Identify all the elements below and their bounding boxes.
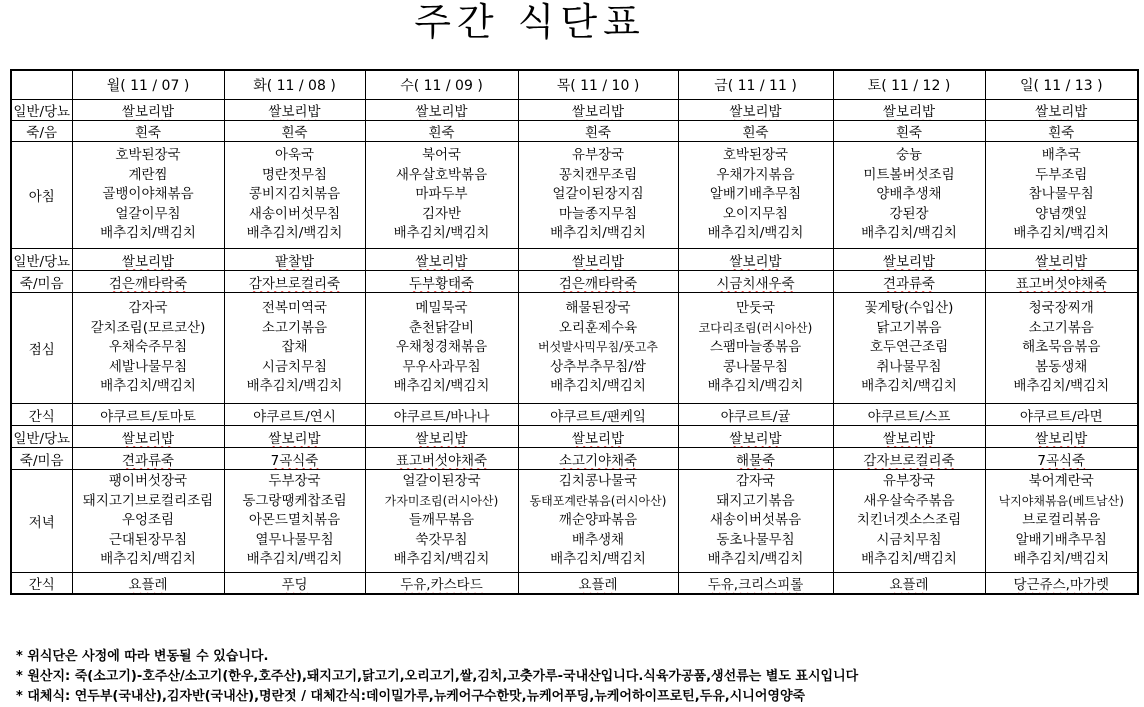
menu-item: 배추김치/백김치 (707, 551, 804, 568)
menu-item: 북어계란국 (1028, 473, 1094, 490)
row-label-porridge: 죽/미음 (11, 271, 72, 293)
menu-item: 오리훈제수육 (558, 319, 638, 336)
menu-cell (985, 271, 1138, 293)
menu-cell (678, 293, 833, 404)
menu-item: 7곡식죽 (1037, 452, 1086, 469)
menu-item: 유부장국 (882, 473, 936, 490)
menu-item: 오이지무침 (722, 205, 789, 222)
menu-item: 시금치무침 (261, 358, 328, 375)
row-label-porridge: 죽/음 (11, 121, 72, 142)
menu-cell (224, 426, 365, 448)
note-line: * 대체식: 연두부(국내산),김자반(국내산),명란젓 / 대체간식:데이밀가루,뉴케어구수한맛,뉴케어푸딩,뉴케어하이프로틴,두유,시니어영양죽 (16, 689, 806, 704)
menu-item: 야쿠르트/스프 (867, 408, 951, 425)
menu-item: 아몬드멸치볶음 (248, 512, 341, 529)
menu-item: 골뱅이야채볶음 (102, 186, 194, 203)
menu-item: 동초나물무침 (716, 531, 795, 548)
row-label-lunch: 점심 (11, 293, 72, 404)
menu-item: 배추김치/백김치 (707, 225, 804, 242)
menu-cell (678, 271, 833, 293)
menu-item: 배추김치/백김치 (393, 378, 490, 395)
day-header: 금( 11 / 11 ) (678, 70, 833, 100)
menu-item: 야쿠르트/라면 (1019, 408, 1103, 425)
menu-item: 검은깨타락죽 (558, 275, 638, 292)
menu-cell (833, 100, 985, 121)
menu-item: 깨순양파볶음 (558, 512, 638, 529)
menu-item: 배추김치/백김치 (246, 551, 343, 568)
menu-item: 닭고기볶음 (876, 319, 942, 336)
menu-item: 스팸마늘종볶음 (709, 339, 802, 356)
menu-item: 팥찰밥 (274, 253, 315, 270)
menu-cell (365, 121, 518, 142)
menu-cell (678, 249, 833, 271)
note-line: * 원산지: 죽(소고기)-호주산/소고기(한우,호주산),돼지고기,닭고기,오리고기,쌀,김치,고춧가루-국내산입니다.식육가공품,생선류는 별도 표시입니다 (16, 669, 859, 684)
menu-item: 아욱국 (274, 147, 315, 164)
menu-cell (72, 121, 224, 142)
row-label-porridge: 죽/미음 (11, 448, 72, 470)
menu-item: 소고기볶음 (1028, 319, 1094, 336)
menu-item: 우채청경채볶음 (395, 339, 488, 356)
menu-cell (224, 470, 365, 573)
menu-cell (833, 271, 985, 293)
menu-item: 숭늉 (895, 147, 923, 164)
menu-item: 배추생채 (571, 531, 625, 548)
menu-item: 해물죽 (735, 452, 776, 469)
menu-item: 표고버섯야채죽 (1015, 275, 1107, 292)
menu-item: 쌀보리밥 (882, 104, 936, 120)
menu-item: 쌀보리밥 (729, 430, 782, 447)
menu-cell (518, 426, 678, 448)
menu-item: 배추국 (1041, 147, 1081, 164)
menu-item: 배추김치/백김치 (550, 551, 646, 568)
day-header: 일( 11 / 13 ) (985, 70, 1138, 100)
menu-cell (985, 470, 1138, 573)
menu-item: 감자브로컬리죽 (863, 452, 955, 469)
menu-item: 치킨너겟소스조림 (856, 512, 962, 529)
menu-item: 배추김치/백김치 (246, 225, 343, 242)
menu-cell (985, 249, 1138, 271)
menu-item: 흰죽 (895, 125, 923, 141)
menu-cell (833, 573, 985, 595)
menu-item: 우엉조림 (121, 512, 175, 529)
menu-cell (72, 470, 224, 573)
menu-cell (72, 142, 224, 249)
menu-cell (985, 404, 1138, 426)
menu-item: 전복미역국 (261, 300, 328, 317)
menu-item: 흰죽 (281, 125, 308, 141)
menu-item: 7곡식죽 (270, 452, 319, 469)
menu-cell (985, 426, 1138, 448)
menu-cell (365, 470, 518, 573)
menu-item: 푸딩 (281, 577, 308, 593)
menu-item: 쌀보리밥 (121, 104, 175, 120)
menu-item: 쑥갓무침 (415, 531, 468, 548)
lunch-snack-row (11, 404, 1138, 426)
menu-item: 동태포계란볶음(러시아산) (529, 493, 667, 508)
menu-item: 배추김치/백김치 (393, 551, 490, 568)
menu-cell (365, 426, 518, 448)
menu-item: 배추김치/백김치 (550, 225, 646, 242)
menu-cell (833, 404, 985, 426)
menu-item: 배추김치/백김치 (1013, 378, 1110, 395)
menu-item: 야쿠르트/연시 (253, 408, 336, 425)
menu-item: 쌀보리밥 (415, 253, 468, 270)
menu-cell (72, 100, 224, 121)
menu-cell (224, 404, 365, 426)
menu-cell (518, 448, 678, 470)
menu-item: 청국장찌개 (1028, 300, 1094, 317)
menu-item: 새우살호박볶음 (395, 166, 488, 183)
menu-cell (833, 142, 985, 249)
day-header: 월( 11 / 07 ) (72, 70, 224, 100)
menu-item: 우채가지볶음 (716, 166, 795, 183)
menu-cell (678, 121, 833, 142)
menu-cell (678, 573, 833, 595)
menu-item: 배추김치/백김치 (861, 551, 957, 568)
menu-item: 명란젓무침 (261, 166, 328, 183)
menu-item: 양념깻잎 (1035, 205, 1088, 222)
row-label-snack: 간식 (11, 573, 72, 595)
menu-item: 야쿠르트/토마토 (100, 408, 196, 425)
menu-item: 낙지야채볶음(베트남산) (998, 493, 1124, 508)
menu-cell (518, 271, 678, 293)
menu-item: 팽이버섯장국 (108, 473, 188, 490)
menu-item: 새송이버섯무침 (248, 205, 341, 222)
breakfast-rice-row (11, 100, 1138, 121)
menu-cell (833, 121, 985, 142)
menu-item: 흰죽 (1048, 125, 1075, 141)
menu-item: 두유,크리스피롤 (707, 577, 804, 593)
menu-item: 미트볼버섯조림 (863, 166, 955, 183)
menu-cell (833, 249, 985, 271)
menu-item: 배추김치/백김치 (861, 225, 957, 242)
dinner-menu-row (11, 470, 1138, 573)
menu-item: 쌀보리밥 (268, 430, 321, 447)
lunch-menu-row (11, 293, 1138, 404)
menu-item: 소고기볶음 (261, 319, 328, 336)
menu-item: 쌀보리밥 (882, 430, 936, 447)
menu-cell (518, 100, 678, 121)
menu-item: 얼갈이무침 (115, 205, 181, 222)
menu-item: 돼지고기볶음 (716, 492, 795, 509)
menu-cell (678, 470, 833, 573)
menu-item: 두부조림 (1035, 166, 1088, 183)
menu-item: 김자반 (421, 205, 462, 222)
menu-item: 쌀보리밥 (121, 430, 175, 447)
menu-item: 봄동생채 (1035, 358, 1088, 375)
menu-cell (365, 448, 518, 470)
menu-item: 야쿠르트/팬케잌 (550, 408, 646, 425)
menu-item: 야쿠르트/바나나 (393, 408, 490, 425)
row-label-breakfast: 아침 (11, 142, 72, 249)
row-label-snack: 간식 (11, 404, 72, 426)
menu-item: 쌀보리밥 (1035, 430, 1088, 447)
menu-cell (678, 100, 833, 121)
menu-cell (518, 121, 678, 142)
row-label-rice: 일반/당뇨 (11, 249, 72, 271)
menu-item: 두부장국 (268, 473, 321, 490)
menu-item: 콩비지김치볶음 (248, 186, 341, 203)
menu-item: 배추김치/백김치 (707, 378, 804, 395)
day-header: 수( 11 / 09 ) (365, 70, 518, 100)
menu-item: 얼갈이된장국 (402, 473, 481, 490)
menu-cell (72, 573, 224, 595)
menu-item: 춘천닭갈비 (408, 319, 475, 336)
corner-cell (11, 70, 72, 100)
menu-cell (365, 573, 518, 595)
menu-item: 새송이버섯볶음 (709, 512, 802, 529)
note-line: * 위식단은 사정에 따라 변동될 수 있습니다. (16, 649, 269, 664)
menu-cell (224, 293, 365, 404)
menu-item: 흰죽 (742, 125, 769, 141)
menu-item: 호두연근조림 (869, 339, 949, 356)
menu-item: 감자브로컬리죽 (248, 275, 341, 292)
dinner-porridge-row (11, 448, 1138, 470)
menu-item: 동그랑땡케찹조림 (242, 492, 347, 509)
header-row (11, 70, 1138, 100)
menu-item: 쌀보리밥 (121, 253, 175, 270)
menu-item: 버섯발사믹무침/풋고추 (538, 340, 658, 355)
menu-item: 해물된장국 (565, 300, 631, 317)
menu-item: 쌀보리밥 (571, 253, 625, 270)
lunch-porridge-row (11, 271, 1138, 293)
menu-item: 배추김치/백김치 (861, 378, 957, 395)
menu-item: 꽁치캔무조림 (558, 166, 638, 183)
menu-item: 계란찜 (128, 166, 168, 183)
menu-item: 쌀보리밥 (571, 430, 625, 447)
menu-item: 쌀보리밥 (729, 253, 782, 270)
menu-item: 야쿠르트/귤 (720, 408, 791, 425)
menu-cell (985, 448, 1138, 470)
menu-item: 시금치무침 (876, 531, 942, 548)
menu-item: 흰죽 (134, 125, 162, 141)
menu-item: 돼지고기브로컬리조림 (82, 492, 214, 509)
menu-item: 갈치조림(모르코산) (90, 319, 206, 336)
menu-item: 잡채 (281, 339, 308, 356)
menu-item: 근대된장무침 (108, 531, 188, 548)
row-label-rice: 일반/당뇨 (11, 426, 72, 448)
menu-item: 유부장국 (571, 147, 625, 164)
menu-item: 견과류죽 (882, 275, 936, 292)
menu-cell (985, 573, 1138, 595)
notes (16, 647, 858, 707)
menu-item: 취나물무침 (876, 358, 942, 375)
menu-item: 배추김치/백김치 (100, 551, 196, 568)
menu-cell (518, 293, 678, 404)
menu-cell (518, 404, 678, 426)
page-title: 주간 식단표 (414, 0, 646, 44)
menu-item: 표고버섯야채죽 (395, 452, 488, 469)
menu-item: 꽃게탕(수입산) (864, 300, 954, 317)
menu-cell (365, 404, 518, 426)
menu-item: 흰죽 (428, 125, 455, 141)
menu-item: 배추김치/백김치 (550, 378, 646, 395)
row-label-rice: 일반/당뇨 (11, 100, 72, 121)
menu-item: 쌀보리밥 (1035, 104, 1088, 120)
menu-item: 시금치새우죽 (716, 275, 795, 292)
menu-cell (72, 293, 224, 404)
menu-cell (365, 100, 518, 121)
menu-item: 요플레 (578, 577, 618, 593)
menu-cell (365, 142, 518, 249)
menu-item: 만둣국 (735, 300, 776, 317)
menu-item: 호박된장국 (722, 147, 789, 164)
menu-cell (833, 293, 985, 404)
menu-cell (678, 426, 833, 448)
menu-cell (985, 121, 1138, 142)
menu-cell (224, 271, 365, 293)
menu-cell (72, 249, 224, 271)
menu-cell (224, 448, 365, 470)
menu-item: 강된장 (889, 205, 929, 222)
menu-item: 얼갈이된장지짐 (552, 186, 644, 203)
menu-item: 배추김치/백김치 (100, 378, 196, 395)
day-header: 목( 11 / 10 ) (518, 70, 678, 100)
menu-cell (224, 249, 365, 271)
menu-item: 배추김치/백김치 (1013, 225, 1110, 242)
menu-item: 쌀보리밥 (882, 253, 936, 270)
menu-cell (224, 121, 365, 142)
menu-item: 쌀보리밥 (1035, 253, 1088, 270)
menu-item: 알배기배추무침 (1015, 531, 1107, 548)
menu-item: 해초묵음볶음 (1022, 339, 1101, 356)
dinner-snack-row (11, 573, 1138, 595)
menu-item: 배추김치/백김치 (1013, 551, 1110, 568)
breakfast-porridge-row (11, 121, 1138, 142)
menu-item: 배추김치/백김치 (246, 378, 343, 395)
menu-item: 배추김치/백김치 (100, 225, 196, 242)
menu-item: 브로컬리볶음 (1022, 512, 1101, 529)
menu-item: 우채숙주무침 (108, 339, 188, 356)
menu-cell (72, 271, 224, 293)
menu-item: 검은깨타락죽 (108, 275, 188, 292)
menu-item: 북어국 (421, 147, 462, 164)
menu-cell (224, 573, 365, 595)
menu-cell (833, 426, 985, 448)
menu-item: 콩나물무침 (722, 358, 789, 375)
menu-item: 쌀보리밥 (415, 104, 468, 120)
menu-item: 마파두부 (415, 186, 468, 203)
dinner-rice-row (11, 426, 1138, 448)
menu-cell (678, 448, 833, 470)
menu-item: 쌀보리밥 (268, 104, 321, 120)
menu-cell (985, 293, 1138, 404)
menu-cell (224, 100, 365, 121)
menu-item: 감자국 (128, 300, 168, 317)
menu-cell (365, 293, 518, 404)
menu-item: 코다리조림(러시아산) (698, 320, 813, 335)
menu-item: 김치콩나물국 (558, 473, 638, 490)
lunch-rice-row (11, 249, 1138, 271)
menu-item: 새우살숙주볶음 (863, 492, 955, 509)
menu-item: 두유,카스타드 (400, 577, 483, 593)
menu-item: 견과류죽 (121, 452, 175, 469)
menu-item: 당근쥬스,마가렛 (1013, 577, 1110, 593)
menu-cell (833, 470, 985, 573)
menu-item: 흰죽 (584, 125, 612, 141)
menu-item: 쌀보리밥 (571, 104, 625, 120)
menu-item: 가자미조림(러시아산) (384, 493, 499, 508)
menu-cell (678, 404, 833, 426)
menu-item: 알배기배추무침 (709, 186, 802, 203)
menu-cell (678, 142, 833, 249)
day-header: 토( 11 / 12 ) (833, 70, 985, 100)
menu-cell (365, 271, 518, 293)
menu-item: 쌀보리밥 (729, 104, 782, 120)
menu-cell (518, 470, 678, 573)
menu-item: 요플레 (889, 577, 929, 593)
menu-cell (518, 142, 678, 249)
menu-cell (833, 448, 985, 470)
breakfast-menu-row (11, 142, 1138, 249)
day-header: 화( 11 / 08 ) (224, 70, 365, 100)
menu-item: 호박된장국 (115, 147, 181, 164)
menu-item: 배추김치/백김치 (393, 225, 490, 242)
menu-item: 메밀묵국 (415, 300, 468, 317)
menu-item: 열무나물무침 (255, 531, 334, 548)
menu-item: 소고기야채죽 (558, 452, 638, 469)
row-label-dinner: 저녁 (11, 470, 72, 573)
menu-item: 무우사과무침 (402, 358, 481, 375)
menu-cell (224, 142, 365, 249)
weekly-menu-table (10, 69, 1139, 595)
menu-cell (365, 249, 518, 271)
menu-cell (72, 404, 224, 426)
menu-item: 들깨무볶음 (408, 512, 475, 529)
menu-item: 요플레 (128, 577, 168, 593)
menu-cell (72, 448, 224, 470)
menu-item: 양배추생채 (876, 186, 942, 203)
menu-cell (518, 249, 678, 271)
menu-item: 감자국 (735, 473, 776, 490)
menu-cell (518, 573, 678, 595)
menu-item: 상추부추무침/쌈 (550, 358, 646, 375)
menu-item: 마늘종지무침 (558, 205, 638, 222)
menu-cell (985, 100, 1138, 121)
menu-cell (72, 426, 224, 448)
menu-item: 두부황태죽 (408, 275, 475, 292)
menu-item: 세발나물무침 (108, 358, 188, 375)
menu-cell (985, 142, 1138, 249)
menu-item: 참나물무침 (1028, 186, 1094, 203)
menu-item: 쌀보리밥 (415, 430, 468, 447)
